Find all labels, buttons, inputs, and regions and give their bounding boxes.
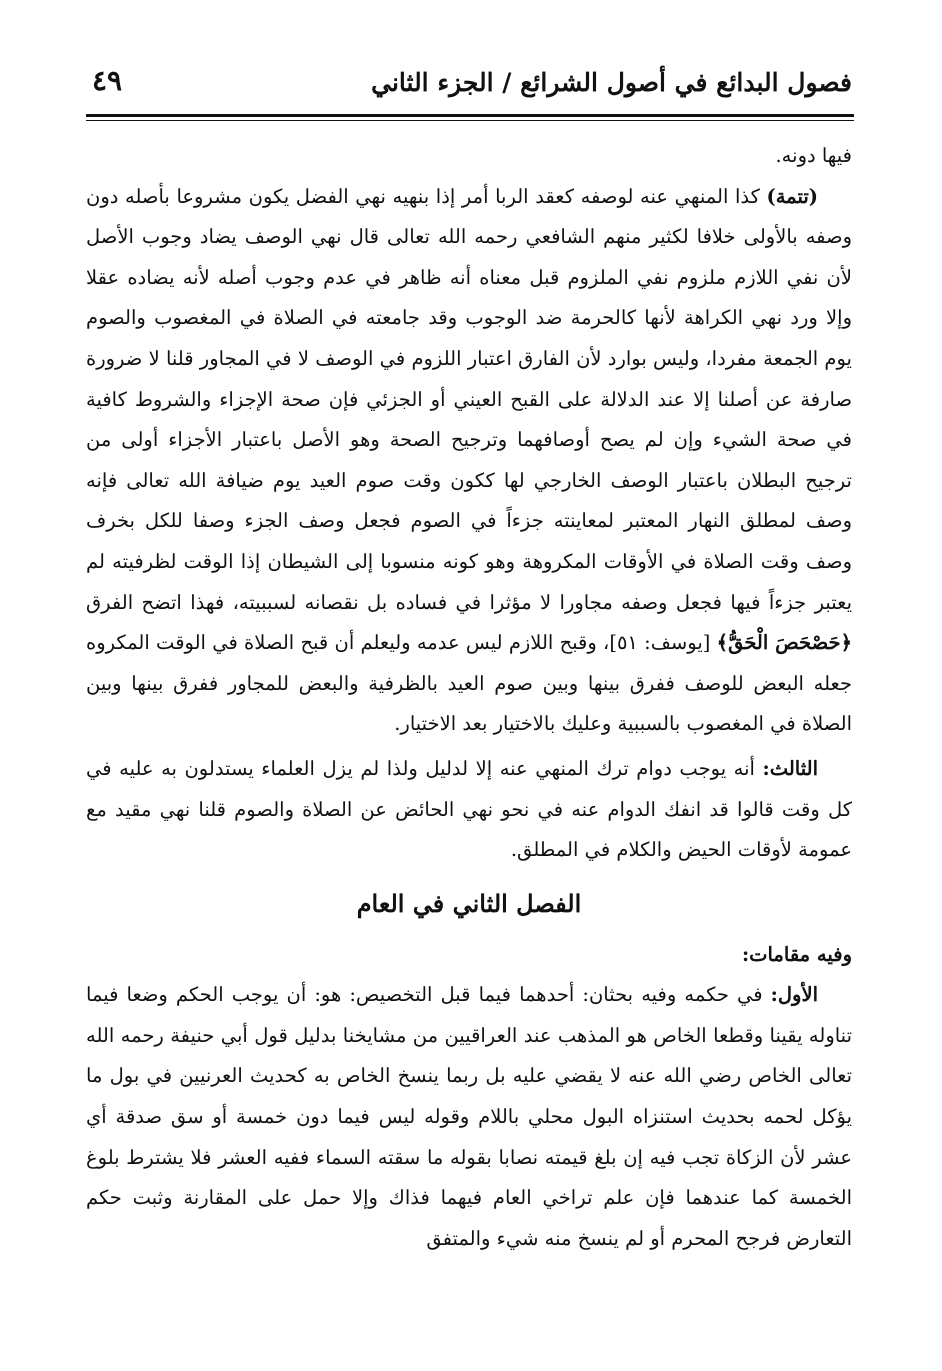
section-heading: الفصل الثاني في العام <box>356 888 582 918</box>
header-rule-thick <box>86 114 854 117</box>
page-header <box>86 62 852 110</box>
page-number: ٤٩ <box>92 64 123 97</box>
paragraph-third <box>86 749 852 871</box>
quran-reference: [يوسف: ٥١] <box>609 631 717 655</box>
paragraph-text-continued: ، وقبح اللازم ليس عدمه وليعلم أن قبح الصلاة في الوقت المكروه جعله البعض للوصف ففرق بينها وبين صوم العيد بالظرفية والبعض للمجاور ففرق بينها وبين الصلاة في المغصوب بالسببية وعليك بالاختيار بعد الاختيار. <box>86 631 852 736</box>
body-text <box>86 136 852 1259</box>
quran-quote: ﴿حَصْحَصَ الْحَقُّ﴾ <box>716 631 852 655</box>
paragraph-label: الأول: <box>770 983 818 1007</box>
header-rule-thin <box>86 120 854 121</box>
paragraph-text: كذا المنهي عنه لوصفه كعقد الربا أمر إذا بنهيه نهي الفضل يكون مشروعا بأصله دون وصفه بالأولى خلافا لكثير منهم الشافعي رحمه الله تعالى قال نهي الوصف يضاد وجوب الأصل لأن نفي اللازم ملزوم نفي الملزوم قبل معناه أنه ظاهر في عدم وجوب أصله لأنه يضاده عقلا وإلا ورد نهي الكراهة لأنها كالحرمة ضد الوجوب وقد جامعته في الصلاة في المغصوب والصوم يوم الجمعة مفردا، وليس بوارد لأن الفارق اعتبار اللزوم في الوصف لا في المجاور قلنا لا ضرورة صارفة عن أصلنا إلا عند الدلالة على القبح العيني أو الجزئي فإن صحة الإجزاء والشروط كافية في صحة الشيء وإن لم يصح أوصافهما وترجيح الصحة وهو الأصل باعتبار الأجزاء أولى من ترجيح البطلان باعتبار الوصف الخارجي لها ككون وقت صوم العيد يوم ضيافة الله تعالى فإنه وصف لمطلق النهار المعتبر لمعاينته جزءاً في الصوم فجعل وصف الجزء وصفا للكل بخرف وصف وقت الصلاة في الأوقات المكروهة وهو كونه منسوبا إلى الشيطان إذا الوقت لظرفيته لم يعتبر جزءاً فيها فجعل وصفه مجاورا لا مؤثرا في فساده بل نقصانه لسببيته، فهذا اتضح الفرق <box>86 184 852 614</box>
paragraph-text: أنه يوجب دوام ترك المنهي عنه إلا لدليل ولذا لم يزل العلماء يستدلون به عليه في كل وقت قالوا قد انفك الدوام عنه في نحو نهي الحائض عن الصلاة والصوم قلنا نهي مقيد مع عمومة لأوقات الحيض والكلام في المطلق. <box>86 756 852 862</box>
running-title: فصول البدائع في أصول الشرائع / الجزء الثاني <box>371 68 852 97</box>
paragraph-label: الثالث: <box>762 756 818 780</box>
paragraph-continuation: فيها دونه. <box>775 144 852 167</box>
sub-heading: وفيه مقامات: <box>741 942 852 966</box>
paragraph-tatimma <box>86 177 852 745</box>
paragraph-first <box>86 975 852 1259</box>
paragraph-label: (تتمة) <box>766 184 818 208</box>
paragraph-text: في حكمه وفيه بحثان: أحدهما فيما قبل التخصيص: هو: أن يوجب الحكم وضعا فيما تناوله يقينا وقطعا الخاص هو المذهب عند العراقيين من مشايخنا بدليل قول أبي حنيفة رحمه الله تعالى الخاص رضي الله عنه لا يقضي عليه بل ربما ينسخ الخاص به كحديث العرنيين في بول ما يؤكل لحمه بحديث استنزاه البول محلي باللام وقوله ليس فيما دون خمسة أو سق صدقة أي عشر لأن الزكاة تجب فيه إن بلغ قيمته نصابا بقوله ما سقته السماء ففيه العشر فلا يشترط بلوغ الخمسة كما عندهما فإن علم تراخي العام فيهما فذاك وإلا حمل على المقارنة وثبت حكم التعارض فرجح المحرم أو لم ينسخ منه شيء والمتفق <box>86 983 852 1250</box>
